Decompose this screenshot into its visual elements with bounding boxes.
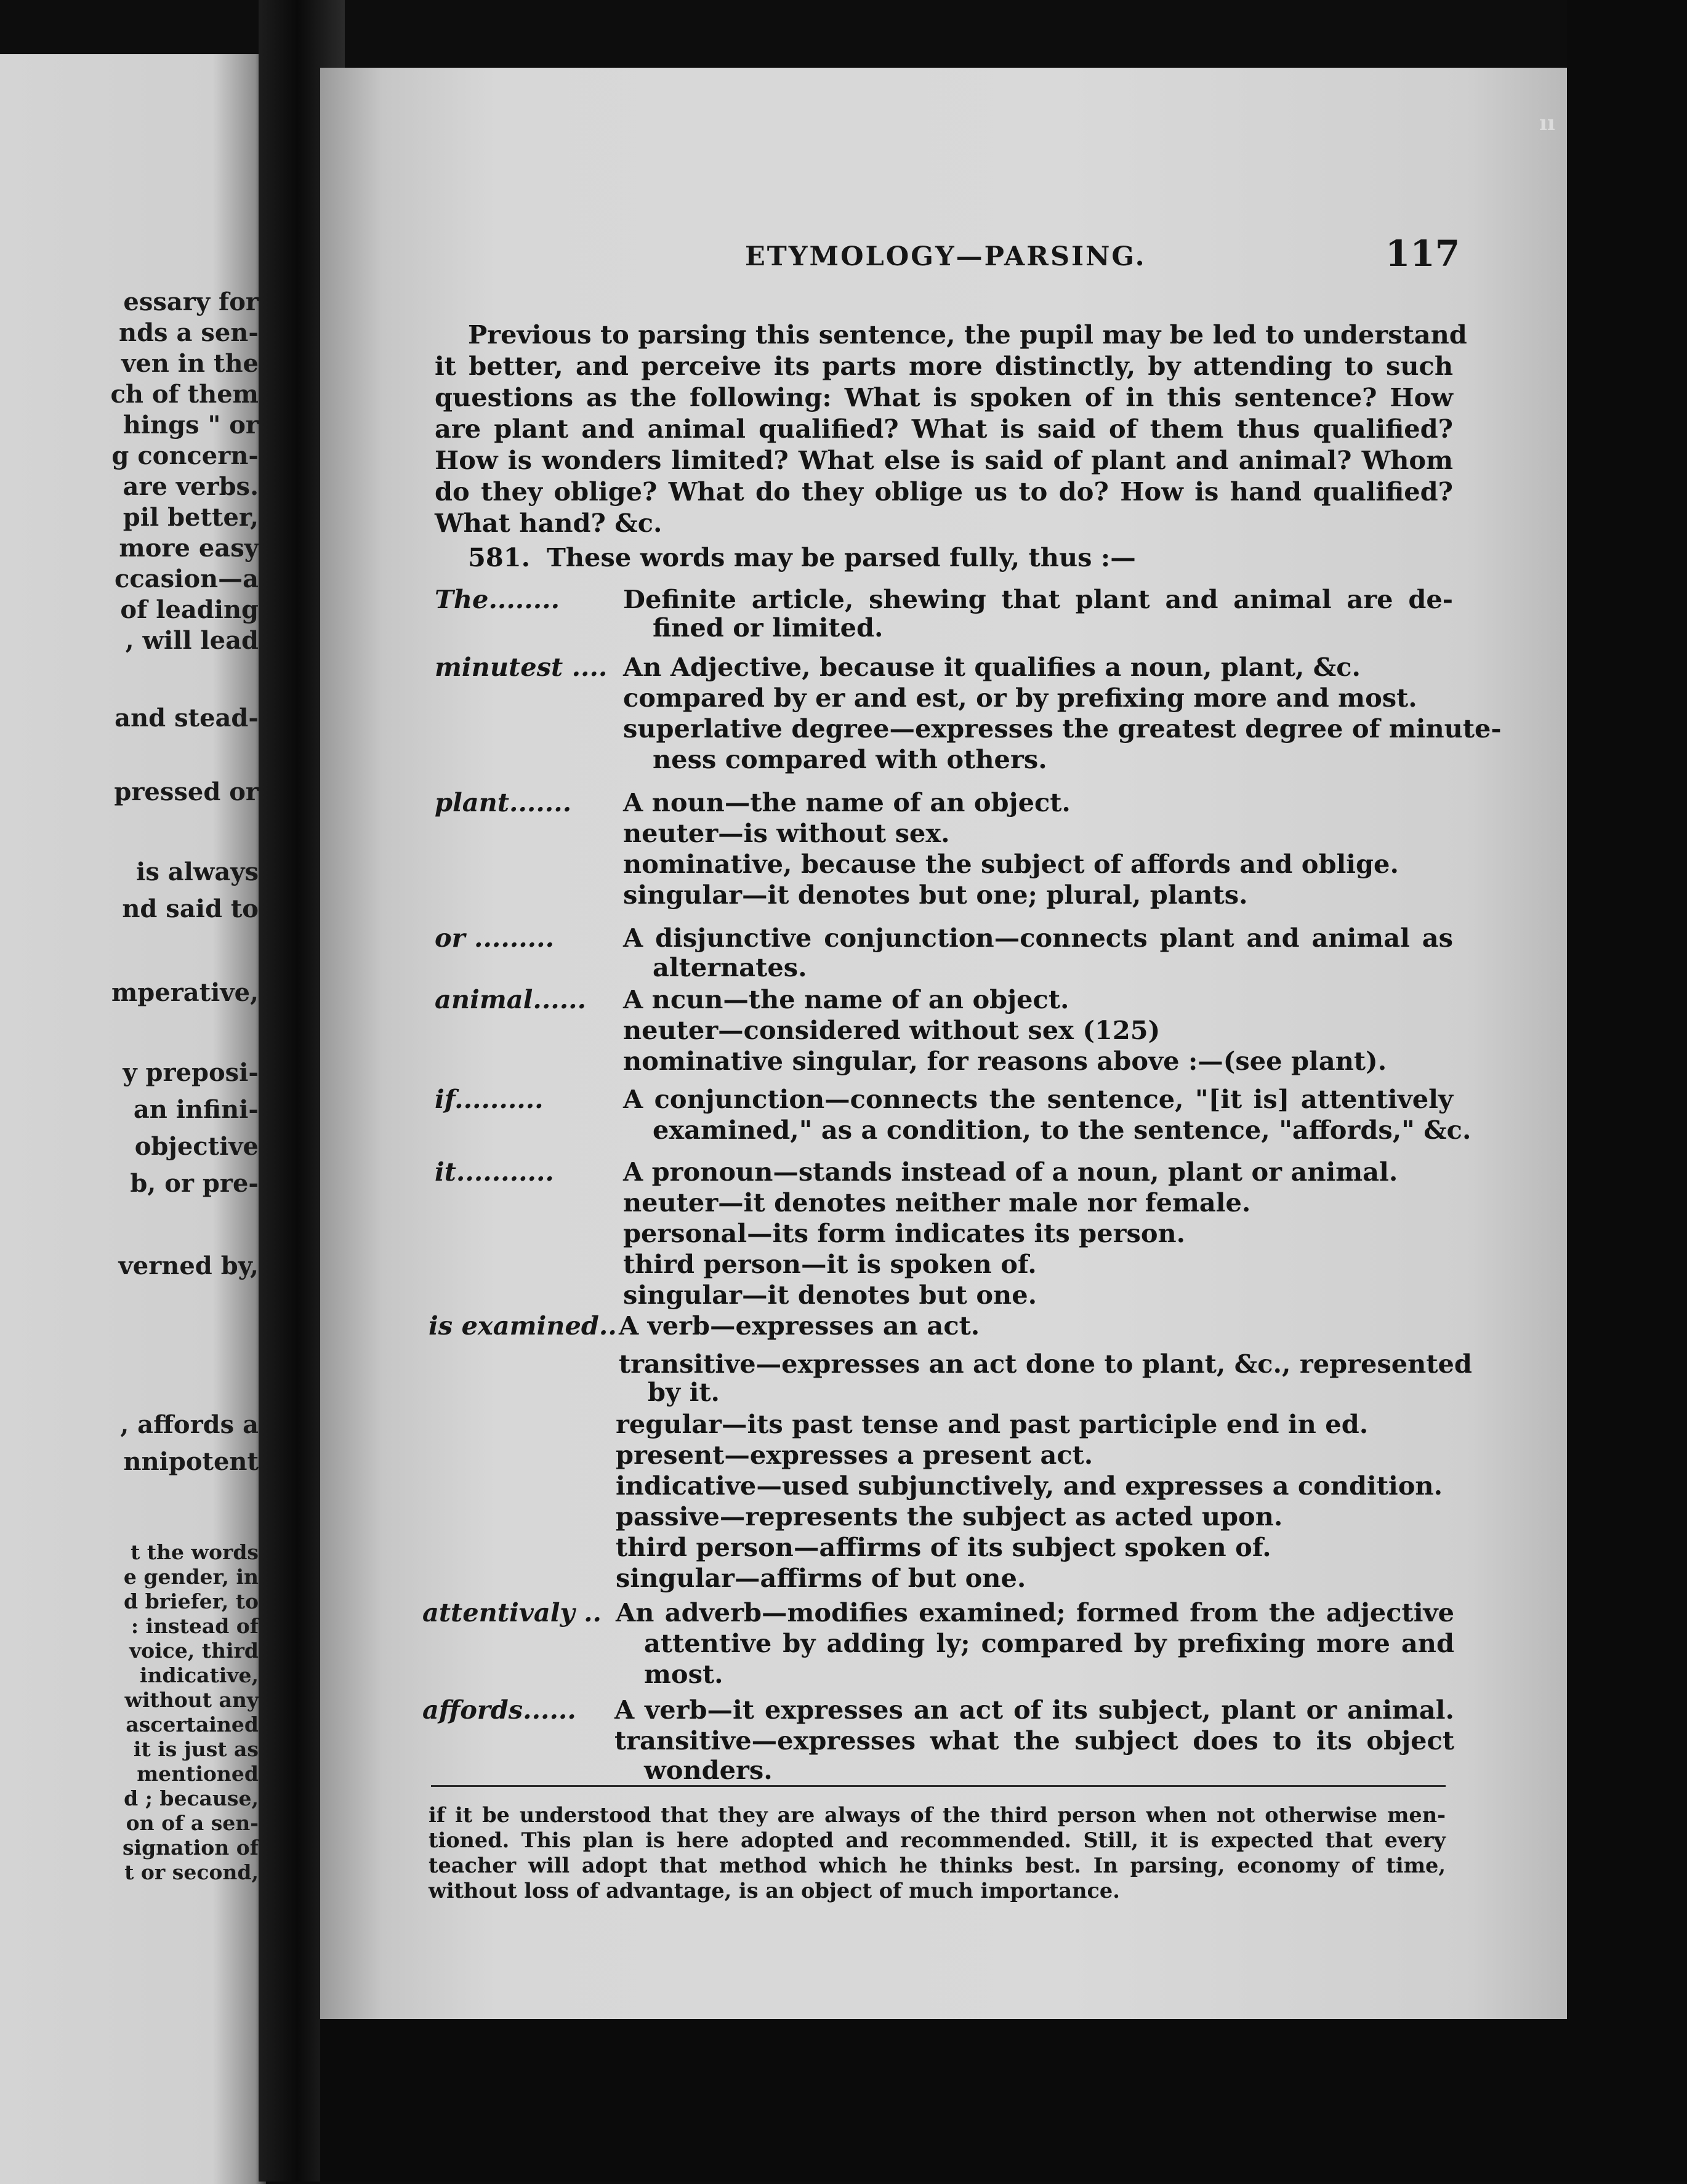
- entry-line: Definite article, shewing that plant and animal are de-: [623, 584, 1453, 614]
- entry-line: examined," as a condition, to the sentence, "affords," &c.: [653, 1115, 1472, 1145]
- left-line: pressed or: [114, 777, 259, 806]
- entry-line: A disjunctive conjunction—connects plant and animal as: [623, 923, 1453, 953]
- left-line: g concern-: [111, 441, 259, 470]
- footnote-rule: [431, 1785, 1446, 1787]
- left-small-line: without any: [124, 1688, 259, 1712]
- entry-line: passive—represents the subject as acted upon.: [616, 1501, 1283, 1532]
- left-line: are verbs.: [123, 472, 259, 501]
- left-line: nd said to: [122, 894, 259, 923]
- intro-line: do they oblige? What do they oblige us to do? How is hand qualified?: [435, 476, 1453, 507]
- left-line: ven in the: [121, 349, 259, 378]
- left-line: nds a sen-: [119, 318, 259, 347]
- left-line: y preposi-: [123, 1058, 259, 1087]
- entry-line: nominative singular, for reasons above :—(see plant).: [623, 1046, 1387, 1076]
- entry-line: singular—it denotes but one; plural, plants.: [623, 880, 1248, 910]
- left-line: and stead-: [115, 704, 259, 733]
- entry-term: The........: [435, 584, 560, 614]
- left-line: mperative,: [111, 978, 259, 1007]
- entry-line: third person—it is spoken of.: [623, 1249, 1037, 1279]
- entry-line: neuter—considered without sex (125): [623, 1015, 1161, 1045]
- footnote-line: tioned. This plan is here adopted and recommended. Still, it is expected that every: [429, 1828, 1446, 1852]
- left-line: is always: [136, 857, 259, 886]
- entry-line: ness compared with others.: [653, 744, 1047, 774]
- entry-line: fined or limited.: [653, 612, 884, 643]
- entry-line: superlative degree—expresses the greatest degree of minute-: [623, 713, 1502, 744]
- intro-line: are plant and animal qualified? What is said of them thus qualified?: [435, 414, 1453, 444]
- left-line: , will lead: [125, 626, 259, 655]
- entry-line: singular—it denotes but one.: [623, 1280, 1037, 1310]
- entry-line: A conjunction—connects the sentence, "[it is] attentively: [623, 1084, 1453, 1114]
- entry-line: nominative, because the subject of affords and oblige.: [623, 849, 1399, 879]
- left-small-line: ascertained: [126, 1712, 259, 1736]
- left-line: essary for: [123, 287, 259, 316]
- left-line: ch of them: [110, 380, 259, 409]
- running-title: ETYMOLOGY—PARSING.: [745, 241, 1146, 272]
- film-border-bottom: [320, 2019, 1687, 2182]
- entry-line: neuter—it denotes neither male nor female.: [623, 1187, 1251, 1218]
- entry-line: most.: [644, 1659, 723, 1689]
- entry-line: A noun—the name of an object.: [623, 787, 1071, 817]
- left-small-line: mentioned: [137, 1762, 259, 1786]
- entry-term: if..........: [435, 1084, 544, 1114]
- footnote-line: without loss of advantage, is an object of much importance.: [429, 1879, 1120, 1903]
- film-border-right: [1567, 0, 1687, 2182]
- left-line: pil better,: [123, 503, 259, 532]
- entry-term: plant.......: [435, 787, 572, 817]
- entry-term: or .........: [435, 923, 555, 953]
- intro-line: questions as the following: What is spoken of in this sentence? How: [435, 382, 1453, 412]
- entry-term: attentivaly ..: [422, 1597, 602, 1628]
- left-small-line: d ; because,: [124, 1786, 259, 1810]
- left-small-line: on of a sen-: [126, 1811, 259, 1835]
- entry-line: third person—affirms of its subject spoken of.: [616, 1532, 1271, 1562]
- left-small-line: e gender, in: [123, 1565, 259, 1589]
- entry-line: attentive by adding ly; compared by prefixing more and: [644, 1628, 1454, 1658]
- entry-line: neuter—is without sex.: [623, 818, 950, 848]
- frame-mark: ıı: [1539, 111, 1555, 135]
- left-line: , affords a: [120, 1410, 259, 1439]
- left-line: hings " or: [123, 411, 259, 440]
- intro-line: it better, and perceive its parts more distinctly, by attending to such: [435, 351, 1453, 381]
- left-small-line: indicative,: [139, 1663, 259, 1687]
- left-line: objective: [134, 1132, 259, 1161]
- left-small-line: : instead of: [131, 1614, 259, 1638]
- left-line: b, or pre-: [130, 1169, 259, 1198]
- left-line: nnipotent: [123, 1447, 259, 1476]
- entry-line: regular—its past tense and past participle end in ed.: [616, 1409, 1369, 1439]
- entry-line: personal—its form indicates its person.: [623, 1218, 1186, 1248]
- section-text: These words may be parsed fully, thus :—: [547, 542, 1136, 572]
- left-small-line: voice, third: [129, 1639, 259, 1663]
- left-line: an infini-: [133, 1095, 259, 1124]
- entry-line: transitive—expresses what the subject does to its object: [614, 1725, 1454, 1756]
- entry-line: An adverb—modifies examined; formed from the adjective: [616, 1597, 1454, 1628]
- entry-line: wonders.: [644, 1755, 773, 1785]
- entry-term: is examined..: [429, 1311, 617, 1341]
- entry-line: A verb—it expresses an act of its subject, plant or animal.: [614, 1695, 1454, 1725]
- entry-line: indicative—used subjunctively, and expresses a condition.: [616, 1471, 1443, 1501]
- entry-line: A pronoun—stands instead of a noun, plant or animal.: [623, 1157, 1398, 1187]
- left-small-line: signation of: [122, 1836, 259, 1860]
- left-line: ccasion—a: [114, 564, 259, 593]
- entry-line: alternates.: [653, 952, 807, 982]
- footnote-line: teacher will adopt that method which he thinks best. In parsing, economy of time,: [429, 1853, 1446, 1877]
- entry-line: A ncun—the name of an object.: [623, 984, 1069, 1014]
- left-small-line: t the words: [131, 1540, 259, 1564]
- entry-term: it...........: [435, 1157, 554, 1187]
- entry-term: affords......: [422, 1695, 576, 1725]
- left-small-line: it is just as: [133, 1737, 259, 1761]
- entry-line: transitive—expresses an act done to plant, &c., represented: [619, 1349, 1472, 1379]
- left-small-line: t or second,: [124, 1860, 259, 1884]
- left-small-line: d briefer, to: [124, 1589, 259, 1613]
- page-number: 117: [1385, 233, 1460, 275]
- entry-term: animal......: [435, 984, 587, 1014]
- entry-line: singular—affirms of but one.: [616, 1563, 1026, 1593]
- intro-line: Previous to parsing this sentence, the pupil may be led to understand: [468, 319, 1467, 350]
- entry-line: An Adjective, because it qualifies a noun, plant, &c.: [623, 652, 1361, 682]
- entry-line: present—expresses a present act.: [616, 1440, 1093, 1470]
- left-line: of leading: [120, 595, 259, 624]
- entry-term: minutest ....: [435, 652, 608, 682]
- entry-line: compared by er and est, or by prefixing more and most.: [623, 683, 1417, 713]
- intro-line: How is wonders limited? What else is said of plant and animal? Whom: [435, 445, 1453, 475]
- entry-line: A verb—expresses an act.: [619, 1311, 980, 1341]
- entry-line: by it.: [648, 1377, 720, 1407]
- footnote-line: if it be understood that they are always of the third person when not otherwise men-: [429, 1803, 1446, 1827]
- intro-line: What hand? &c.: [435, 508, 662, 538]
- left-line: verned by,: [118, 1251, 259, 1280]
- section-number: 581.: [468, 542, 531, 572]
- left-line: more easy: [119, 534, 259, 563]
